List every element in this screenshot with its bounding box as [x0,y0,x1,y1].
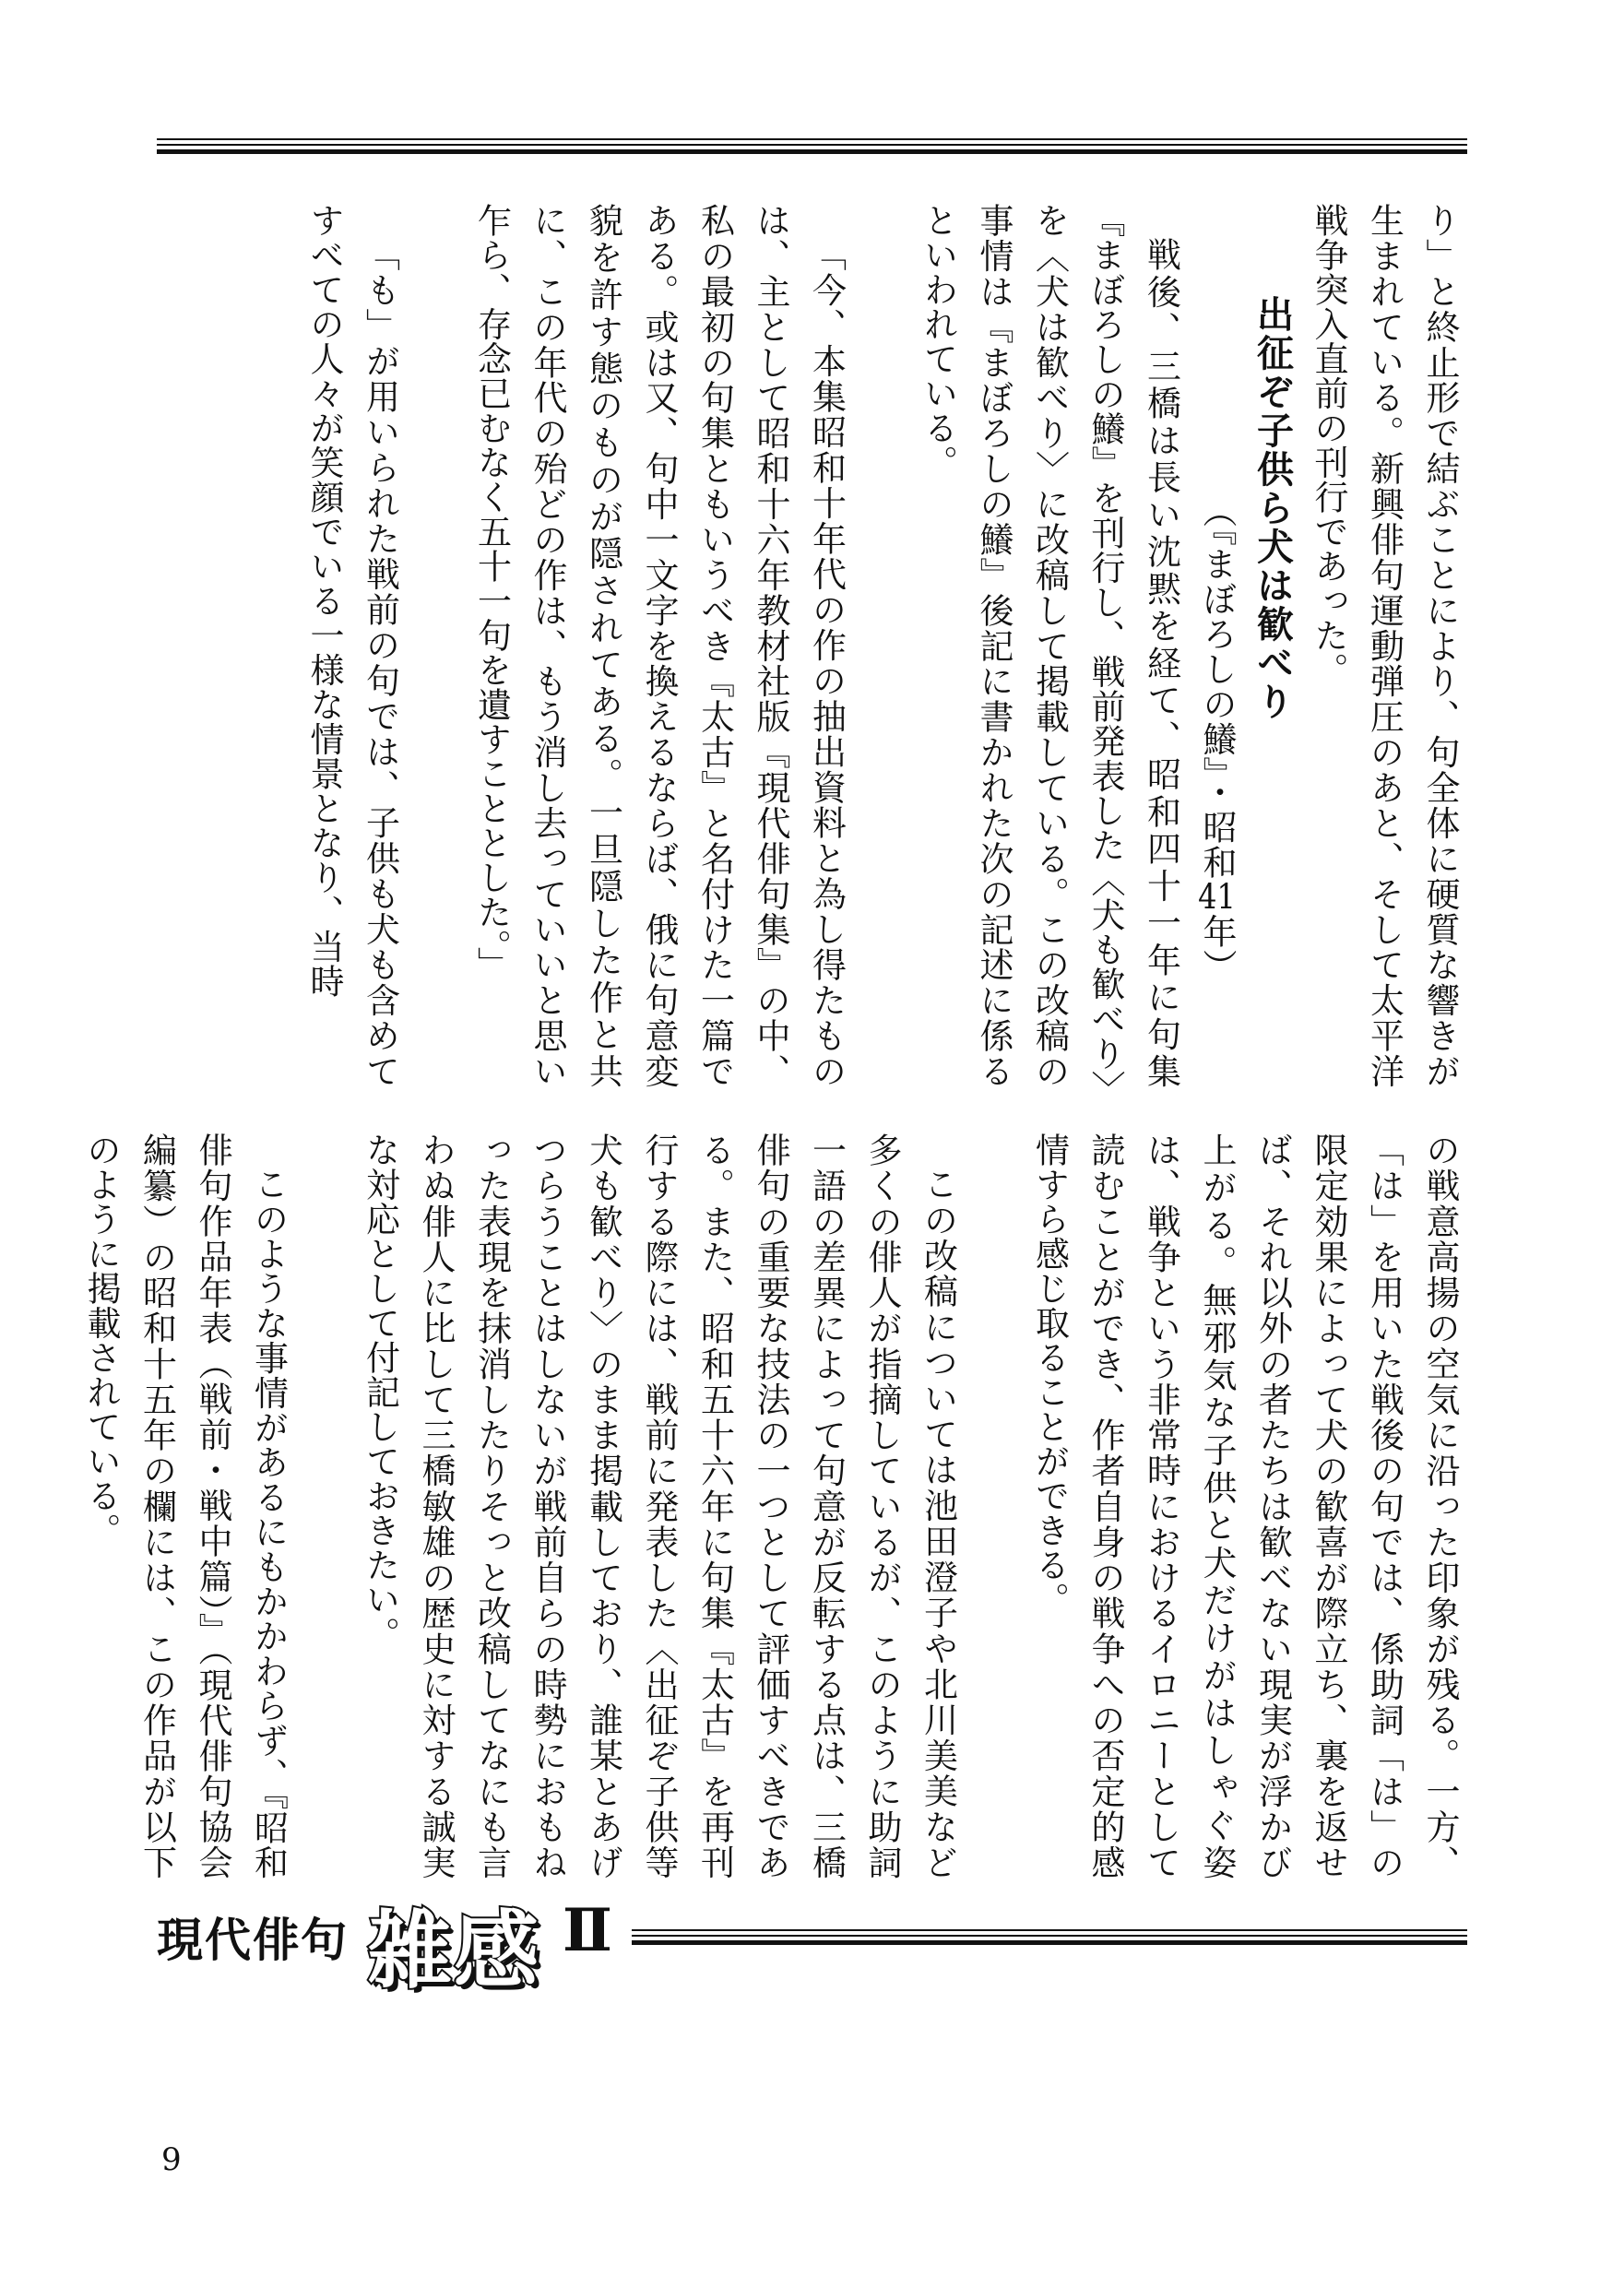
haiku-source [1189,203,1245,1088]
footer-title-logo: 雑感 [367,1902,541,2000]
haiku-source-suffix: 年） [1197,913,1237,984]
upper-text-block [157,203,1467,1088]
haiku-source-prefix: （『まぼろしの鱶』・昭和 [1197,492,1237,880]
paragraph-ha-analysis: の戦意高揚の空気に沿った印象が残る。一方、「は」を用いた戦後の句では、係助詞「は」の限定効果によって犬の歓喜が際立ち、裏を返せば、それ以外の者たちは歓べない現実が浮かび上がる。無邪気な子供と犬だけがはしゃぐ姿は、戦争という非常時におけるイロニーとして読むことができ、作者自身の戦争への否定的感情すら感じ取ることができる。 [1029,1132,1460,1879]
paragraph-mo-analysis: 「も」が用いられた戦前の句では、子供も犬も含めてすべての人々が笑顔でいる一様な情景となり、当時 [304,203,400,1088]
paragraph-chronology: このような事情があるにもかかわらず、『昭和俳句作品年表（戦前・戦中篇）』（現代俳句協会編纂）の昭和十五年の欄には、この作品が以下のように掲載されている。 [81,1132,289,1879]
haiku-quote: 出征ぞ子供ら犬は歓べり [1251,295,1294,721]
paragraph-continuation: り」と終止形で結ぶことにより、句全体に硬質な響きが生まれている。新興俳句運動弾圧のあと、そして太平洋戦争突入直前の刊行であった。 [1309,203,1460,1088]
spacer [966,1132,1022,1879]
lower-text-block [81,1132,1467,1879]
haiku-source-year: 41 [1198,879,1236,914]
footer-series-label: 現代俳句 [157,1914,349,1967]
footer-rule [632,1929,1467,1949]
spacer [854,203,910,1088]
footer-volume-numeral: Ⅱ [563,1896,612,1965]
header-rule [157,138,1467,158]
spacer [296,1132,352,1879]
paragraph-afterword-quote: 「今、本集昭和十年代の作の抽出資料と為し得たものは、主として昭和十六年教材社版『現代俳句集』の中、私の最初の句集ともいうべき『太古』と名付けた一篇である。或は又、句中一文字を換えるならば、俄に句意変貌を許す態のものが隠されてある。一旦隠した作と共に、この年代の殆どの作は、もう消し去っていいと思い乍ら、存念已むなく五十一句を遺すこととした。」 [471,203,847,1088]
paragraph-postwar-revision: 戦後、三橋は長い沈黙を経て、昭和四十一年に句集『まぼろしの鱶』を刊行し、戦前発表した〈犬も歓べり〉を〈犬は歓べり〉に改稿して掲載している。この改稿の事情は『まぼろしの鱶』後記に書かれた次の記述に係るといわれている。 [918,203,1181,1089]
spacer [408,203,464,1088]
paragraph-revision-note: この改稿については池田澄子や北川美美など多くの俳人が指摘しているが、このように助詞一語の差異によって句意が反転する点は、三橋俳句の重要な技法の一つとして評価すべきである。また、昭和五十六年に句集『太古』を再刊行する際には、戦前に発表した〈出征ぞ子供等犬も歓べり〉のまま掲載しており、誰某とあげつらうことはしないが戦前自らの時勢におもねった表現を抹消したりそっと改稿してなにも言わぬ俳人に比して三橋敏雄の歴史に対する誠実な対応として付記しておきたい。 [360,1132,958,1879]
running-footer [157,1892,1467,2000]
page-number: 9 [161,2141,182,2178]
